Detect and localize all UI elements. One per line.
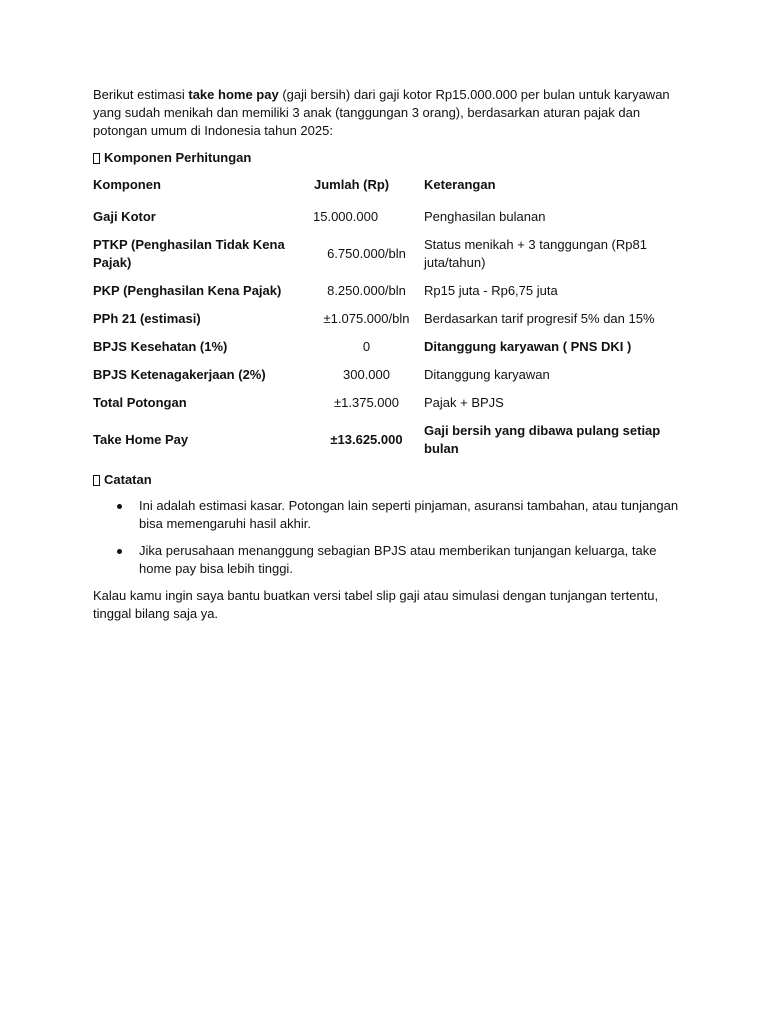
cell-komponen: PKP (Penghasilan Kena Pajak) — [93, 283, 282, 298]
table-row — [93, 389, 675, 417]
cell-komponen: PPh 21 (estimasi) — [93, 311, 201, 326]
header-komponen: Komponen — [93, 177, 161, 192]
cell-jumlah: ±13.625.000 — [330, 432, 403, 447]
list-item: Jika perusahaan menanggung sebagian BPJS atau memberikan tunjangan keluarga, take home pay bisa lebih tinggi. — [139, 542, 683, 578]
missing-glyph-icon — [93, 153, 100, 164]
table-row-total — [93, 417, 675, 463]
cell-jumlah: 0 — [362, 339, 371, 354]
cell-komponen: BPJS Ketenagakerjaan (2%) — [93, 367, 266, 382]
calculation-table — [93, 175, 675, 463]
cell-keterangan: Rp15 juta - Rp6,75 juta — [424, 283, 558, 298]
document-content — [93, 86, 683, 623]
cell-jumlah: 15.000.000 — [313, 209, 379, 224]
list-item: Ini adalah estimasi kasar. Potongan lain seperti pinjaman, asuransi tambahan, atau tunjangan bisa memengaruhi hasil akhir. — [139, 497, 683, 533]
closing-paragraph: Kalau kamu ingin saya bantu buatkan versi tabel slip gaji atau simulasi dengan tunjangan tertentu, tinggal bilang saja ya. — [93, 588, 659, 621]
section-heading-komponen — [93, 149, 683, 167]
missing-glyph-icon — [93, 475, 100, 486]
table-row — [93, 361, 675, 389]
table-row — [93, 277, 675, 305]
section-heading-catatan — [93, 471, 683, 489]
cell-komponen: BPJS Kesehatan (1%) — [93, 339, 228, 354]
cell-keterangan: Gaji bersih yang dibawa pulang setiap bulan — [424, 423, 661, 456]
intro-paragraph — [93, 86, 683, 140]
cell-keterangan: Berdasarkan tarif progresif 5% dan 15% — [424, 311, 655, 326]
cell-jumlah: ±1.375.000 — [334, 395, 399, 410]
cell-jumlah: 8.250.000/bln — [327, 283, 406, 298]
cell-jumlah: 6.750.000/bln — [327, 246, 406, 261]
table-row — [93, 333, 675, 361]
section-title: Komponen Perhitungan — [104, 150, 252, 165]
cell-komponen: Take Home Pay — [93, 432, 189, 447]
cell-keterangan: Status menikah + 3 tanggungan (Rp81 juta/tahun) — [424, 237, 647, 270]
cell-komponen: Gaji Kotor — [93, 209, 156, 224]
cell-keterangan: Pajak + BPJS — [424, 395, 504, 410]
section-title: Catatan — [104, 472, 152, 487]
intro-bold-term: take home pay — [188, 87, 279, 102]
notes-list — [93, 497, 683, 578]
table-row — [93, 231, 675, 277]
cell-jumlah: 300.000 — [343, 367, 390, 382]
header-keterangan: Keterangan — [424, 177, 496, 192]
intro-text-start: Berikut estimasi — [93, 87, 189, 102]
cell-komponen: Total Potongan — [93, 395, 187, 410]
cell-jumlah: ±1.075.000/bln — [323, 311, 410, 326]
cell-keterangan: Ditanggung karyawan — [424, 367, 550, 382]
cell-keterangan: Penghasilan bulanan — [424, 209, 546, 224]
intro-text-rest: (gaji bersih) dari gaji kotor Rp15.000.000 per bulan untuk karyawan yang sudah menikah dan memiliki 3 anak (tanggungan 3 orang), berdasarkan aturan pajak dan potongan umum di Indonesia tahun 2025: — [93, 87, 670, 138]
cell-komponen: PTKP (Penghasilan Tidak Kena Pajak) — [93, 237, 285, 270]
table-header-row — [93, 175, 675, 203]
table-row — [93, 305, 675, 333]
table-row — [93, 203, 675, 231]
header-jumlah: Jumlah (Rp) — [314, 177, 390, 192]
cell-keterangan: Ditanggung karyawan ( PNS DKI ) — [424, 339, 632, 354]
